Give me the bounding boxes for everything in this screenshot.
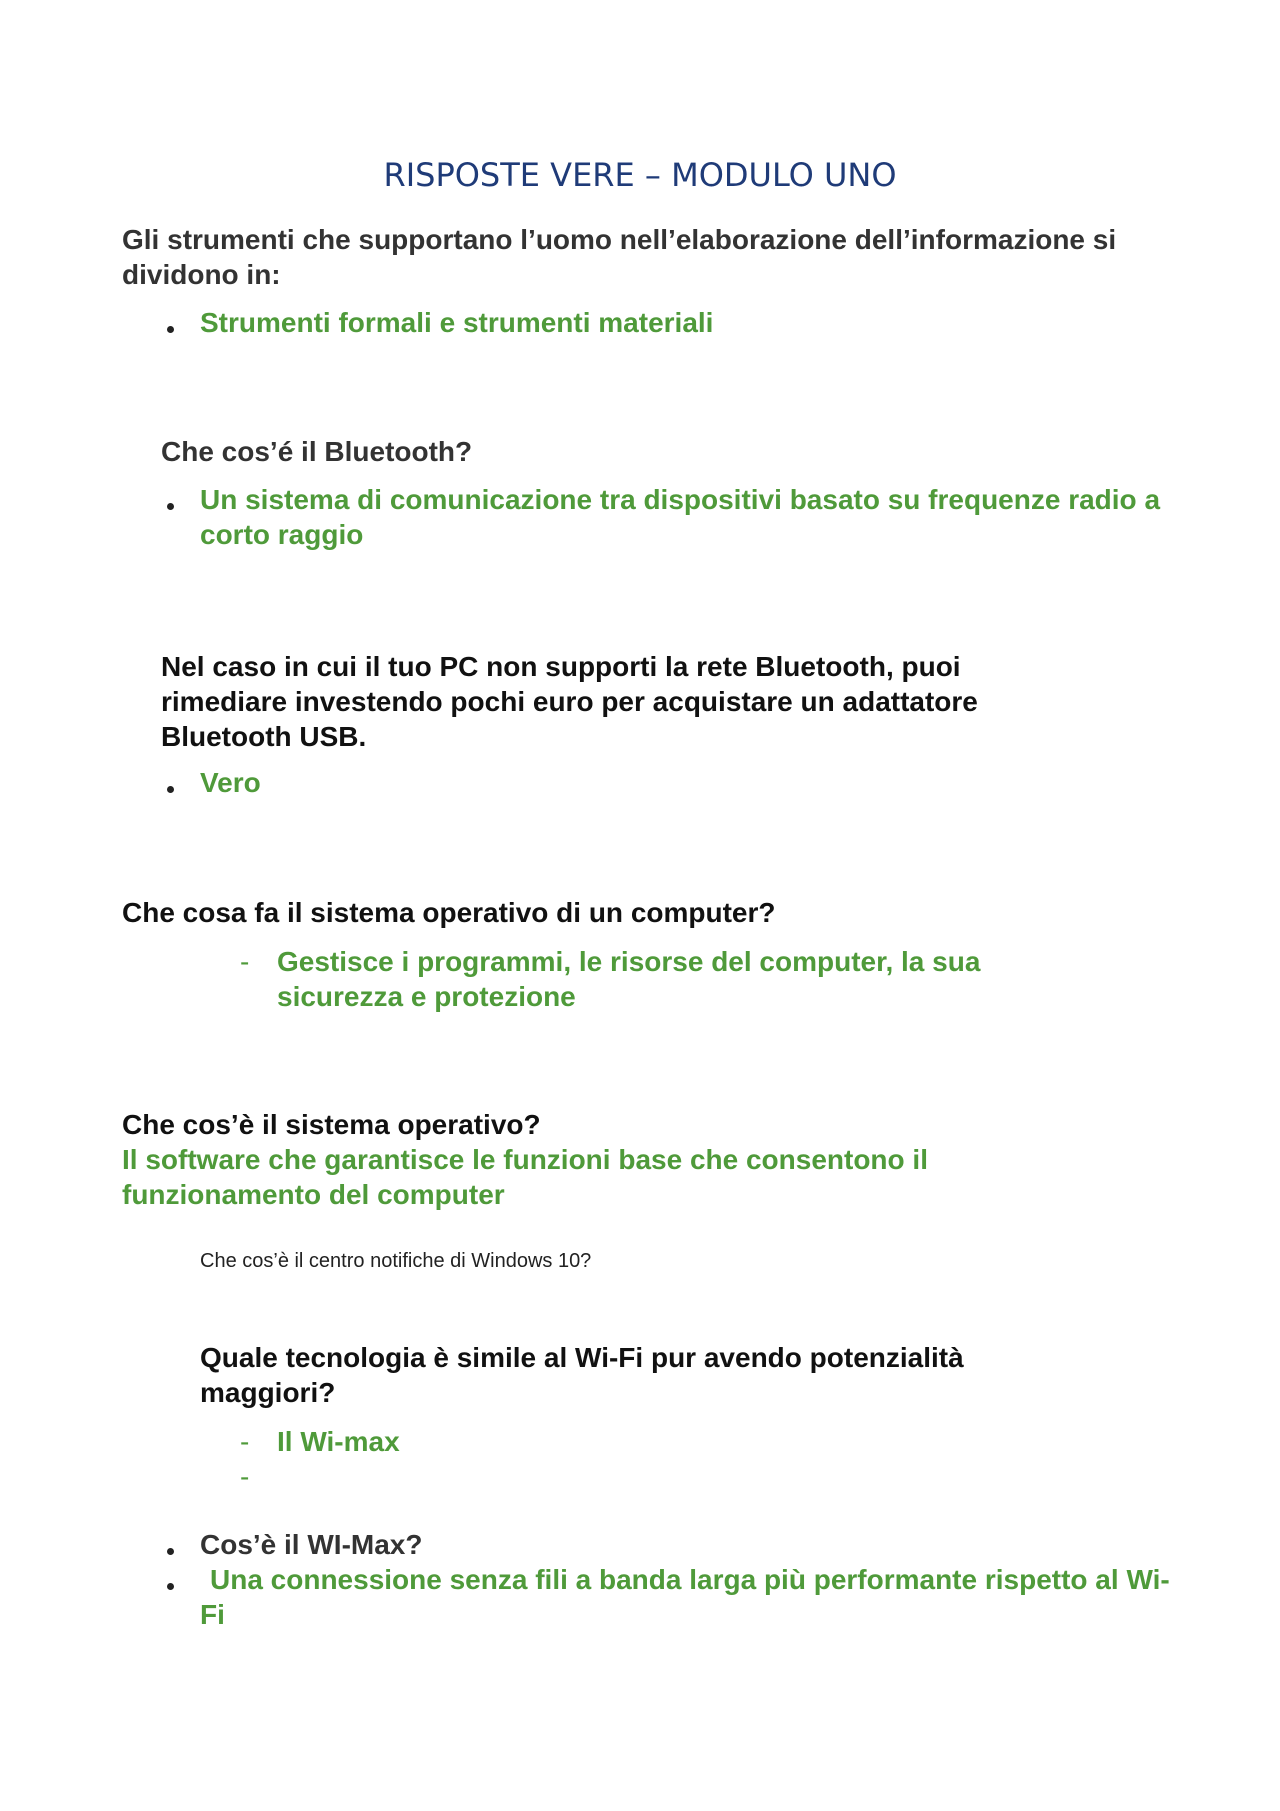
bullet bbox=[167, 503, 174, 510]
answer-8: Una connessione senza fili a banda larga più performante rispetto al Wi-Fi bbox=[200, 1564, 1170, 1630]
dash-marker-empty: - bbox=[240, 1461, 250, 1492]
question-4: Che cosa fa il sistema operativo di un computer? bbox=[122, 897, 776, 928]
question-3: Nel caso in cui il tuo PC non supporti la rete Bluetooth, puoi rimediare investendo pochi euro per acquistare un adattatore Bluetooth USB. bbox=[161, 651, 978, 752]
answer-5: Il software che garantisce le funzioni base che consentono il funzionamento del computer bbox=[122, 1144, 928, 1210]
dash-marker: - bbox=[240, 1426, 250, 1457]
question-8: Cos’è il WI-Max? bbox=[200, 1529, 423, 1560]
bullet bbox=[167, 1583, 174, 1590]
question-7: Quale tecnologia è simile al Wi-Fi pur avendo potenzialità maggiori? bbox=[200, 1342, 964, 1408]
answer-1: Strumenti formali e strumenti materiali bbox=[200, 307, 714, 338]
answer-2: Un sistema di comunicazione tra dispositivi basato su frequenze radio a corto raggio bbox=[200, 484, 1161, 550]
bullet bbox=[167, 326, 174, 333]
answer-4: Gestisce i programmi, le risorse del computer, la sua sicurezza e protezione bbox=[277, 946, 981, 1012]
dash-marker: - bbox=[240, 946, 250, 977]
question-6: Che cos’è il centro notifiche di Windows 10? bbox=[200, 1250, 592, 1272]
bullet bbox=[167, 1548, 174, 1555]
bullet bbox=[167, 786, 174, 793]
page-title: RISPOSTE VERE – MODULO UNO bbox=[383, 156, 897, 194]
question-1: Gli strumenti che supportano l’uomo nell’elaborazione dell’informazione si dividono in: bbox=[122, 224, 1117, 290]
answer-3: Vero bbox=[200, 767, 261, 798]
answer-7: Il Wi-max bbox=[277, 1426, 400, 1457]
question-2: Che cos’é il Bluetooth? bbox=[161, 436, 473, 467]
question-5: Che cos’è il sistema operativo? bbox=[122, 1109, 541, 1140]
